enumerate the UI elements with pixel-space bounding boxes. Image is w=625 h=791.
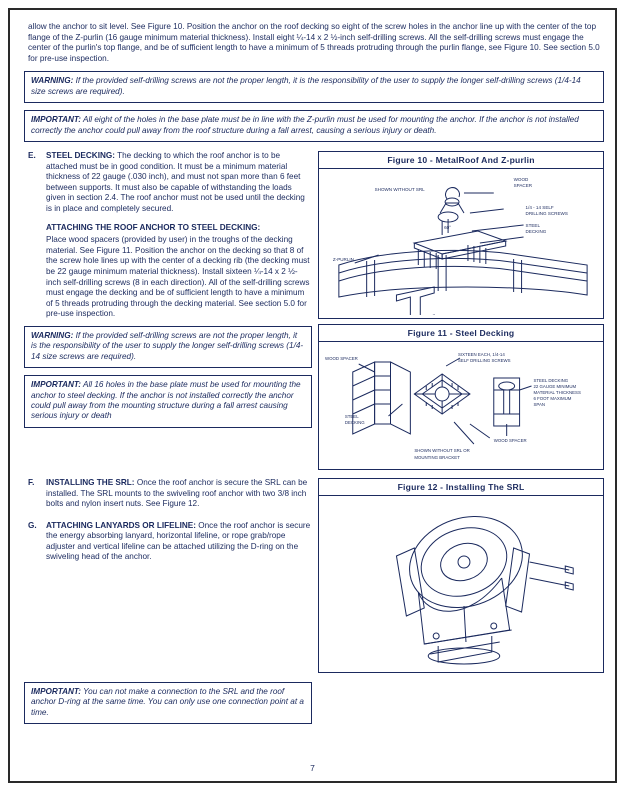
intro-paragraph: allow the anchor to sit level. See Figure 10. Position the anchor on the roof decking so eight of the screw holes in the anchor line up with the center of the top flange of the Z-purlin (16 gauge minimum material thickness). Install eight ¼-14 x 2 ½-inch self-drilling screws. All the self-drilling screws must engage the center of the purlin's top flange, and be of sufficient length to have a minimum of 5 threads protruding through the purlin flange, see Figure 10. See section 5.0 for pre-use inspection. [28, 22, 600, 63]
warning-label-2: WARNING: [31, 330, 74, 340]
important-callout-1 [24, 110, 604, 142]
list-item-body [46, 151, 312, 215]
svg-text:SIXTEEN EACH, 1/4-14: SIXTEEN EACH, 1/4-14 [458, 351, 505, 357]
list-item-heading-g: ATTACHING LANYARDS OR LIFELINE: [46, 520, 196, 530]
svg-text:DRILLING SCREWS: DRILLING SCREWS [525, 210, 568, 217]
list-item-heading-f: INSTALLING THE SRL: [46, 477, 135, 487]
warning-callout-2 [24, 326, 312, 368]
list-item-f [24, 478, 312, 510]
svg-text:60°: 60° [444, 224, 452, 231]
svg-text:SPACER: SPACER [513, 182, 533, 189]
important-callout-2 [24, 375, 312, 428]
figure-11-column [318, 324, 604, 470]
warning-callout-1 [24, 71, 604, 103]
figure-12-column [318, 478, 604, 673]
list-item-e [24, 151, 312, 215]
warning-text-2: If the provided self-drilling screws are not the proper length, it is the responsibility of the user to supply the longer self-drilling screws (1/4-14 size screws are required). [31, 330, 304, 361]
figure-11 [318, 324, 604, 470]
page-content [24, 22, 604, 770]
svg-text:1/4 - 14 SELF: 1/4 - 14 SELF [525, 204, 554, 211]
list-item-letter-f: F. [28, 477, 35, 487]
svg-text:STEEL: STEEL [525, 222, 541, 229]
svg-text:6 FOOT MAXIMUM: 6 FOOT MAXIMUM [533, 395, 572, 401]
important-text-3: You can not make a connection to the SRL and the roof anchor D-ring at the same time. You can only use one connection point at a time. [31, 686, 304, 717]
list-item-letter: E. [28, 151, 36, 160]
list-item-letter-g: G. [28, 520, 37, 530]
svg-text:SPAN: SPAN [533, 401, 546, 407]
figure-10-title: Figure 10 - MetalRoof And Z-purlin [319, 152, 603, 169]
figure-12-title: Figure 12 - Installing The SRL [319, 479, 603, 496]
list-item-body-f [46, 478, 312, 510]
list-item-text-f: Once the roof anchor is secure the SRL can be installed. The SRL mounts to the swiveling roof anchor with two 3/8 inch bolts and nylon insert nuts. See Figure 12. [46, 477, 308, 509]
warning-label: WARNING: [31, 76, 74, 86]
svg-text:SHOWN WITHOUT SRL: SHOWN WITHOUT SRL [374, 186, 425, 193]
attaching-heading [46, 223, 312, 234]
svg-text:DECKING: DECKING [344, 419, 365, 425]
svg-text:Z-PURLIN: Z-PURLIN [332, 256, 354, 263]
figure-12-drawing [319, 496, 603, 669]
attaching-text: Place wood spacers (provided by user) in the troughs of the decking material. See Figure 11. Position the anchor on the decking so that 8 of the screw hole lines up with the center of a decking rib (the decking must be 22 gauge minimum material thickness). Install sixteen ¼-14 x 2 ½-inch self-drilling screws (8 in each direction). All of the self-drilling screws must engage the decking and be of sufficient length to have a minimum of 5 threads protruding through the decking material. See section 5.0 for pre-use inspection. [46, 235, 310, 319]
figure-10 [318, 151, 604, 319]
figure-10-drawing [319, 169, 603, 315]
important-callout-3 [24, 682, 312, 724]
important-label-3: IMPORTANT: [31, 686, 82, 696]
list-item-g [24, 521, 312, 563]
svg-text:WOOD: WOOD [513, 176, 529, 183]
items-fg-column [24, 478, 312, 563]
svg-text:SHOWN WITHOUT SRL OR: SHOWN WITHOUT SRL OR [414, 447, 470, 453]
svg-text:STEEL DECKING: STEEL DECKING [533, 377, 569, 383]
svg-text:MOUNTING BRACKET: MOUNTING BRACKET [414, 454, 460, 460]
list-item-text-g: Once the roof anchor is secure the energy absorbing lanyard, horizontal lifeline, or rope grab/rope adjuster and vertical lifeline can be attached utilizing the D-ring on the swiveling head of the anchor. [46, 520, 311, 562]
list-item-body-g [46, 521, 312, 563]
important-label: IMPORTANT: [31, 115, 82, 125]
list-item-heading: STEEL DECKING: [46, 151, 115, 160]
important-text: All eight of the holes in the base plate must be in line with the Z-purlin must be used for mounting the anchor. If the anchor is not installed correctly the anchor could pull away from the roof structure during a fall arrest, causing a serious injury or death. [31, 115, 579, 135]
document-page [8, 8, 617, 783]
figure-12 [318, 478, 604, 673]
important-label-2: IMPORTANT: [31, 380, 82, 390]
svg-text:DECKING: DECKING [525, 228, 547, 235]
svg-text:MATERIAL THICKNESS: MATERIAL THICKNESS [533, 389, 581, 395]
svg-text:SELF DRILLING SCREWS: SELF DRILLING SCREWS [458, 357, 511, 363]
svg-text:WOOD SPACER: WOOD SPACER [493, 437, 527, 443]
svg-text:22 GAUGE MINIMUM: 22 GAUGE MINIMUM [533, 383, 577, 389]
figure-11-title: Figure 11 - Steel Decking [319, 325, 603, 342]
figure-11-drawing [319, 342, 603, 466]
warning-text: If the provided self-drilling screws are not the proper length, it is the responsibility of the user to supply the longer self-drilling screws (1/4-14 size screws are required). [31, 76, 581, 96]
left-callouts-column [24, 324, 312, 428]
page-number: 7 [310, 763, 315, 773]
figure-10-column [318, 151, 604, 319]
svg-text:STEEL: STEEL [344, 413, 359, 419]
svg-text:WOOD SPACER: WOOD SPACER [324, 355, 358, 361]
attaching-roof-anchor-section [24, 223, 312, 320]
important-text-2: All 16 holes in the base plate must be used for mounting the anchor to steel decking. If the anchor is not installed correctly the anchor could pull away from the mounting structure during a fall arrest causing serious injury or death [31, 380, 301, 421]
list-item-text: The decking to which the roof anchor is to be attached must be in good condition. It must be a minimum material thickness of 22 gauge (.030 inch), and must not span more than 6 feet between supports. It must also be capable of withstanding the loads given in section 2.4. The roof anchor must not be used until the decking is in place and completely secured. [46, 151, 305, 213]
attaching-heading-text: ATTACHING THE ROOF ANCHOR TO STEEL DECKING: [46, 222, 261, 232]
